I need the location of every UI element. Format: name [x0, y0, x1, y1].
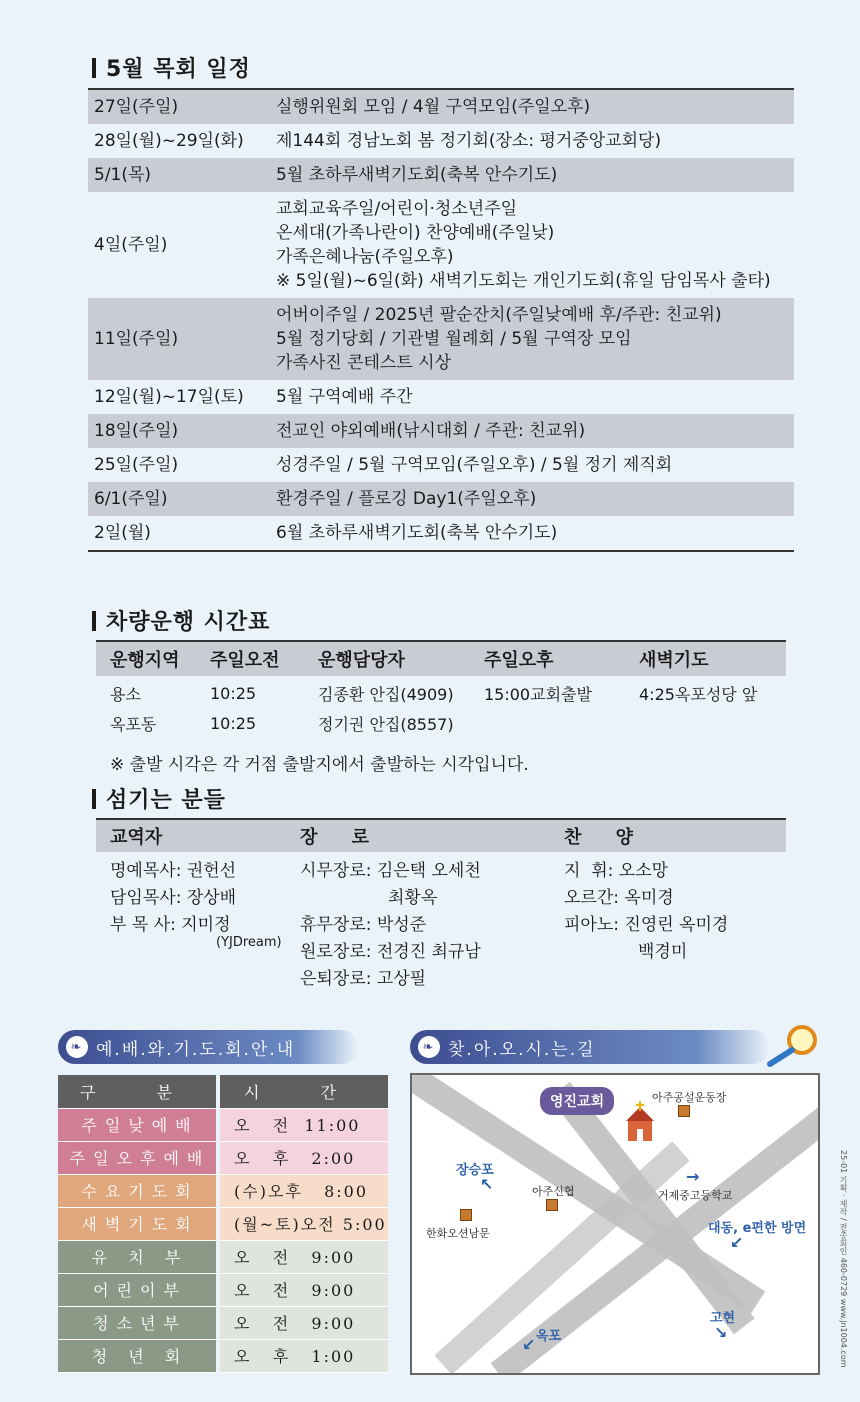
schedule-event: 전교인 야외예배(낚시대회 / 주관: 친교위): [276, 421, 586, 441]
bus-cell: 15:00교회출발: [484, 684, 592, 704]
church-label: 영진교회: [540, 1087, 614, 1115]
map-label-jangseungpo: 장승포: [456, 1163, 494, 1178]
list-item: [110, 858, 300, 885]
pastor-role: 부 목 사:: [110, 915, 176, 935]
list-item: [564, 912, 786, 939]
elder-names: 김은택 오세천: [376, 861, 481, 881]
bus-cell: 용소: [110, 684, 141, 704]
schedule-date: 18일(주일): [94, 421, 179, 441]
pastor-name: 권헌선: [186, 861, 237, 881]
service-time: (수)오후 8:00: [218, 1174, 388, 1207]
schedule-event: 환경주일 / 플로깅 Day1(주일오후): [276, 489, 537, 509]
bus-cell: 정기권 안집(8557): [318, 714, 454, 734]
service-name: 어린이부: [58, 1273, 218, 1306]
service-name: 청소년부: [58, 1306, 218, 1339]
arrow-icon: ↙: [730, 1233, 744, 1252]
bus-header: 운행지역: [110, 650, 180, 671]
map-label-stadium: 아주공설운동장: [652, 1091, 727, 1104]
map-label-daedong: 대동, e편한 방면: [708, 1221, 807, 1236]
schedule-event: 온세대(가족나란이) 찬양예배(주일낮): [276, 223, 555, 243]
table-row: [58, 1174, 388, 1207]
service-header: 구 분: [58, 1075, 218, 1108]
bus-title: 차량운행 시간표: [92, 605, 270, 636]
directions-title-banner: [410, 1030, 770, 1064]
schedule-event: 실행위원회 모임 / 4월 구역모임(주일오후): [276, 97, 591, 117]
elder-role: 원로장로:: [300, 942, 372, 962]
schedule-table: [88, 88, 794, 552]
service-body: [58, 1108, 388, 1372]
schedule-date: 25일(주일): [94, 455, 179, 475]
pastor-name: 지미정: [181, 915, 231, 935]
service-name: 새벽기도회: [58, 1207, 218, 1240]
schedule-events: [276, 516, 794, 550]
table-row: [58, 1273, 388, 1306]
map-label-hanwha: 한화오션남문: [426, 1227, 490, 1240]
staff-header: 찬 양: [564, 827, 648, 848]
bus-cell: 옥포동: [110, 714, 157, 734]
schedule-date: 4일(주일): [94, 235, 168, 255]
bus-header: 새벽기도: [639, 650, 709, 671]
table-row: [88, 448, 794, 482]
list-item: [564, 858, 786, 885]
schedule-event: 가족사진 콘테스트 시상: [276, 353, 452, 373]
elder-role: 은퇴장로:: [300, 969, 372, 989]
table-row: [88, 192, 794, 298]
service-time: 오 전 11:00: [218, 1108, 388, 1141]
staff-header-row: [96, 818, 786, 852]
map-label-okpo: 옥포: [536, 1329, 562, 1344]
schedule-event: 5월 정기당회 / 기관별 월례회 / 5월 구역장 모임: [276, 329, 632, 349]
schedule-event: 성경주일 / 5월 구역모임(주일오후) / 5월 정기 제직회: [276, 455, 673, 475]
map-label-ajusinhyup: 아주신협: [532, 1185, 575, 1198]
arrow-icon: ↘: [714, 1323, 728, 1342]
elder-role: 휴무장로:: [300, 915, 372, 935]
building-icon: [460, 1209, 472, 1221]
map-label-gohyun: 고현: [710, 1311, 736, 1326]
service-time: 오 전 9:00: [218, 1306, 388, 1339]
service-time: 오 후 1:00: [218, 1339, 388, 1372]
schedule-events: [276, 124, 794, 158]
praise-names: 오소망: [618, 861, 669, 881]
elder-names: 박성준: [376, 915, 427, 935]
schedule-events: [276, 448, 794, 482]
service-header: 시 간: [218, 1075, 388, 1108]
praise-role: 피아노:: [564, 915, 619, 935]
bus-cell: 10:25: [210, 683, 257, 703]
service-name: 유 치 부: [58, 1240, 218, 1273]
table-row: [58, 1306, 388, 1339]
schedule-date: 11일(주일): [94, 329, 179, 349]
magnifier-icon: [762, 1022, 822, 1068]
directions-map: [410, 1073, 820, 1375]
schedule-events: [276, 298, 794, 380]
bus-note: ※ 출발 시각은 각 거점 출발지에서 출발하는 시각입니다.: [110, 755, 529, 775]
elders-column: [300, 858, 564, 993]
list-item: [110, 885, 300, 912]
table-row: [88, 124, 794, 158]
service-name: 청 년 회: [58, 1339, 218, 1372]
schedule-date: 6/1(주일): [94, 489, 168, 509]
praise-names: 백경미: [638, 942, 688, 962]
staff-body: [96, 852, 786, 993]
praise-role: 지 휘:: [564, 861, 614, 881]
schedule-date: 2일(월): [94, 523, 151, 543]
table-row: [96, 708, 786, 738]
table-row: [96, 678, 786, 708]
schedule-events: [276, 414, 794, 448]
schedule-title: 5월 목회 일정: [92, 52, 251, 83]
service-name: 주일낮예배: [58, 1108, 218, 1141]
list-item: [564, 885, 786, 912]
service-name: 주일오후예배: [58, 1141, 218, 1174]
table-row: [58, 1207, 388, 1240]
schedule-events: [276, 158, 794, 192]
schedule-date: 28일(월)~29일(화): [94, 131, 244, 151]
table-row: [88, 482, 794, 516]
service-time: 오 전 9:00: [218, 1240, 388, 1273]
table-row: [58, 1339, 388, 1372]
table-row: [58, 1108, 388, 1141]
staff-table: [96, 818, 786, 993]
schedule-event: 교회교육주일/어린이·청소년주일: [276, 199, 518, 219]
schedule-event: 5월 구역예배 주간: [276, 387, 413, 407]
praise-names: 진영린 옥미경: [624, 915, 729, 935]
schedule-date: 5/1(목): [94, 165, 152, 185]
schedule-events: [276, 90, 794, 124]
bus-header: 주일오전: [210, 650, 280, 671]
staff-header: 장 로: [300, 827, 384, 848]
elder-names: 전경진 최규남: [376, 942, 481, 962]
table-row: [88, 414, 794, 448]
schedule-events: [276, 380, 794, 414]
service-time: 오 전 9:00: [218, 1273, 388, 1306]
building-icon: [678, 1105, 690, 1117]
table-row: [88, 298, 794, 380]
list-item: [300, 966, 564, 993]
arrow-icon: ↖: [480, 1175, 494, 1194]
bus-header: 주일오후: [484, 650, 554, 671]
table-row: [58, 1141, 388, 1174]
pastor-role: 명예목사:: [110, 861, 182, 881]
table-row: [88, 516, 794, 550]
church-icon: [618, 1101, 658, 1145]
map-label-geoje-school: 거제중고등학교: [658, 1189, 733, 1202]
elder-role: 시무장로:: [300, 861, 372, 881]
list-item: [300, 885, 564, 912]
bus-header: 운행담당자: [318, 650, 405, 671]
service-time: (월~토)오전 5:00: [218, 1207, 388, 1240]
elder-names: 고상필: [376, 969, 427, 989]
service-name: 수요기도회: [58, 1174, 218, 1207]
table-row: [88, 380, 794, 414]
list-item: [564, 939, 786, 966]
elder-names: 최황옥: [388, 888, 438, 908]
arrow-icon: →: [686, 1167, 700, 1186]
praise-role: 오르간:: [564, 888, 619, 908]
arrow-icon: ↙: [522, 1335, 536, 1354]
praise-column: [564, 858, 786, 993]
schedule-event: 6월 초하루새벽기도회(축복 안수기도): [276, 523, 558, 543]
dove-icon: ❧: [66, 1036, 88, 1058]
pastor-note: (YJDream): [216, 935, 282, 950]
schedule-event: 5월 초하루새벽기도회(축복 안수기도): [276, 165, 558, 185]
schedule-event: 가족은혜나눔(주일오후): [276, 247, 454, 267]
service-title: 예.배.와.기.도.회.안.내: [96, 1039, 296, 1060]
praise-names: 옥미경: [624, 888, 674, 908]
table-row: [88, 90, 794, 124]
bus-cell: 김종환 안집(4909): [318, 684, 454, 704]
bus-table: [96, 640, 786, 738]
list-item: [300, 858, 564, 885]
bus-cell: 10:25: [210, 713, 257, 733]
staff-header: 교역자: [110, 827, 163, 848]
schedule-date: 12일(월)~17일(토): [94, 387, 244, 407]
schedule-event: 어버이주일 / 2025년 팔순잔치(주일낮예배 후/주관: 친교위): [276, 305, 722, 325]
service-table: [58, 1075, 388, 1373]
directions-title: 찾.아.오.시.는.길: [448, 1039, 596, 1060]
staff-title: 섬기는 분들: [92, 783, 226, 814]
service-header-row: [58, 1075, 388, 1108]
dove-icon: ❧: [418, 1036, 440, 1058]
print-credit: 25-01 기획 · 제작 / 전총회인 460-0729 www.jn1004.com: [839, 1150, 848, 1368]
pastor-role: 담임목사:: [110, 888, 182, 908]
schedule-event: ※ 5일(월)~6일(화) 새벽기도회는 개인기도회(휴일 담임목사 출타): [276, 271, 771, 291]
table-row: [88, 158, 794, 192]
schedule-date: 27일(주일): [94, 97, 179, 117]
bus-header-row: [96, 640, 786, 676]
schedule-events: [276, 192, 794, 298]
building-icon: [546, 1199, 558, 1211]
list-item: [300, 939, 564, 966]
bus-cell: 4:25옥포성당 앞: [639, 684, 758, 704]
list-item: [300, 912, 564, 939]
pastor-name: 장상배: [186, 888, 237, 908]
service-title-banner: [58, 1030, 358, 1064]
table-row: [58, 1240, 388, 1273]
service-time: 오 후 2:00: [218, 1141, 388, 1174]
schedule-event: 제144회 경남노회 봄 정기회(장소: 평거중앙교회당): [276, 131, 662, 151]
schedule-events: [276, 482, 794, 516]
pastors-column: [96, 858, 300, 993]
